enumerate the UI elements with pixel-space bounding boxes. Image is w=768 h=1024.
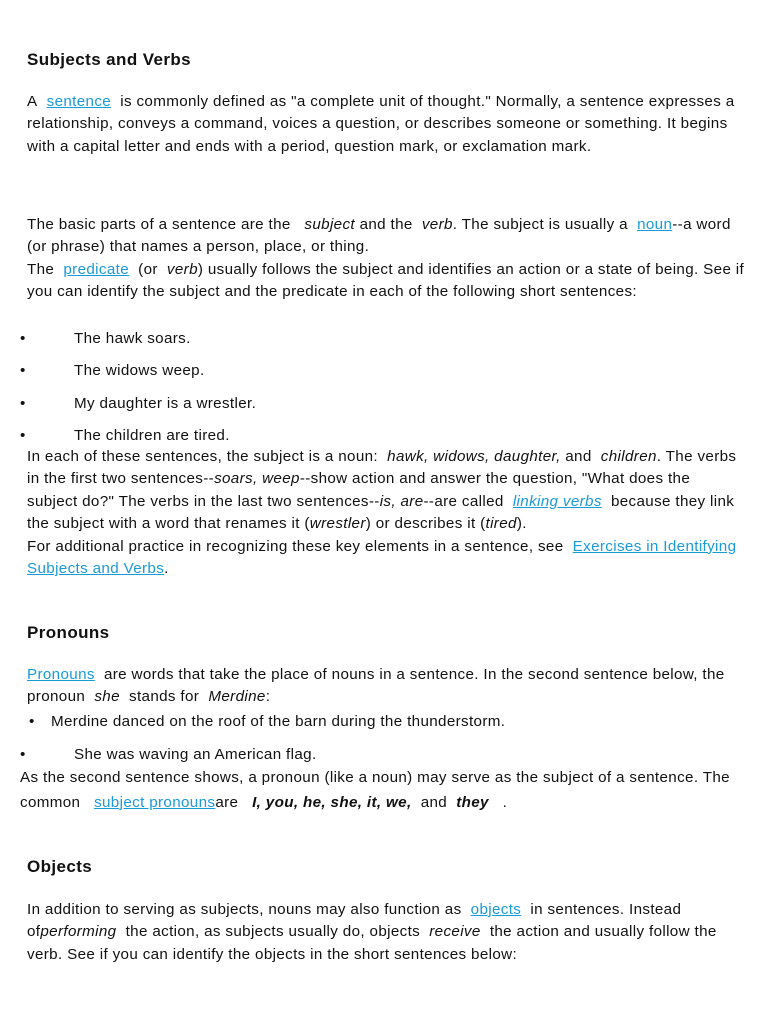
list-item-text: She was waving an American flag. <box>74 746 317 763</box>
text: In addition to serving as subjects, nouns may also function as <box>27 901 462 918</box>
heading-pronouns: Pronouns <box>27 623 110 642</box>
paragraph-subject-pronouns <box>20 766 740 815</box>
link-subject-pronouns[interactable]: subject pronouns <box>94 793 216 811</box>
heading-objects: Objects <box>27 857 93 876</box>
link-predicate[interactable]: predicate <box>63 260 130 278</box>
text: . The verbs in the first two sentences-- <box>27 448 737 488</box>
term-subject: subject <box>304 216 355 233</box>
text: ) usually follows the subject and identifies an action or a state of being. See if you can identify the subject and the predicate in each of the following short sentences: <box>27 260 745 301</box>
term-verbs: soars, weep <box>214 470 300 488</box>
term-receive: receive <box>429 923 481 941</box>
text: . <box>164 560 169 578</box>
text: The <box>27 260 55 278</box>
term-nouns: hawk, widows, daughter, <box>387 448 561 465</box>
text: are words that take the place of nouns in a sentence. In the second sentence below, the pronoun <box>27 666 725 706</box>
text: are <box>215 793 239 811</box>
text: the action and usually follow the verb. See if you can identify the objects in the short sentences below: <box>27 923 717 963</box>
text: (or <box>138 260 158 278</box>
term-merdine: Merdine <box>208 688 266 706</box>
text: As the second sentence shows, a pronoun (like a noun) may serve as the subject of a sentence. The common <box>20 769 730 811</box>
text: is commonly defined as "a complete unit of thought." Normally, a sentence expresses a relationship, conveys a command, voices a question, or describes someone or something. It begins with a capital letter and ends with a period, question mark, or exclamation mark. <box>27 93 735 155</box>
text: and <box>420 793 448 811</box>
text: The basic parts of a sentence are the <box>27 216 291 233</box>
term-verb: verb <box>166 260 198 278</box>
term-linking: is, are <box>379 492 424 510</box>
text: --are called <box>423 492 504 510</box>
text: because they link the subject with a word that renames it ( <box>27 492 735 533</box>
text: A <box>27 93 38 110</box>
text: . <box>502 793 508 811</box>
list-item-text: The hawk soars. <box>74 330 191 347</box>
term-tired: tired <box>485 515 517 533</box>
term-they: they <box>456 793 489 811</box>
term-pronoun-list: I, you, he, she, it, we, <box>252 793 412 811</box>
term-she: she <box>94 688 120 706</box>
text: : <box>265 688 271 706</box>
text: the action, as subjects usually do, objects <box>125 923 421 941</box>
paragraph-objects <box>27 899 739 966</box>
list-item-text: My daughter is a wrestler. <box>74 395 257 412</box>
heading-subjects-and-verbs: Subjects and Verbs <box>27 50 192 69</box>
document-page: Subjects and Verbs A sentence is commonly defined as "a complete unit of thought." Normally, a sentence expresses a relationship, conveys a command, voices a question, or describes someone or something. It begins with a capital letter and ends with a period, question mark, or exclamation mark. The basic parts of a sentence are the subject and the verb. The subject is usually a noun--a word (or phrase) that names a person, place, or thing. The predicate (or verb) usually follows the subject and identifies an action or a state of being. See if you can identify the subject and the predicate in each of the following short sentences: • The hawk soars. • The widows weep. • My daughter is a wrestler. • The children are tired. In each of these sentences, the subject is a noun: hawk, widows, daughter, and children. The verbs in the first two sentences--soars, weep--show action and answer the question, "What does the subject do?" The verbs in the last two sentences--is, are--are called linking verbs because they link the subject with a word that renames it (wrestler) or describes it (tired). For additional practice in recognizing these key elements in a sentence, see Exercises in Identifying Subjects and Verbs. Pronouns Pronouns are words that take the place of nouns in a sentence. In the second sentence below, the pronoun she stands for Merdine: • Merdine danced on the roof of the barn during the thunderstorm. • She was waving an American flag. As the second sentence shows, a pronoun (like a noun) may serve as the subject of a sentence. The common subject pronounsare I, you, he, she, it, we, and they . Objects In addition to serving as subjects, nouns may also function as objects in sentences. Instead ofperforming the action, as subjects usually do, objects receive the action and usually follow the verb. See if you can identify the objects in the short sentences below: <box>0 0 768 1024</box>
link-objects[interactable]: objects <box>470 901 522 918</box>
link-linking-verbs[interactable]: linking verbs <box>512 492 602 510</box>
text: stands for <box>129 688 200 706</box>
text: and <box>565 448 592 465</box>
text: . The subject is usually a <box>452 216 628 233</box>
text: --a word (or phrase) that names a person, place, or thing. <box>27 216 731 256</box>
text: in sentences. Instead of <box>27 901 682 941</box>
text: --show action and answer the question, "What does the subject do?" The verbs in the last two sentences-- <box>27 470 691 510</box>
term-wrestler: wrestler <box>309 515 366 533</box>
text: ). <box>516 515 527 533</box>
list-item-text: The widows weep. <box>74 362 205 379</box>
list-item-text: The children are tired. <box>74 427 230 444</box>
term-performing: performing <box>40 923 117 941</box>
link-pronouns[interactable]: Pronouns <box>27 666 95 683</box>
paragraph-basic-parts <box>27 214 745 304</box>
link-exercises[interactable]: Exercises in Identifying Subjects and Verbs <box>27 537 737 578</box>
term-children: children <box>600 448 657 465</box>
text: For additional practice in recognizing these key elements in a sentence, see <box>27 537 564 555</box>
link-noun[interactable]: noun <box>637 216 673 233</box>
paragraph-subject-noun <box>27 446 745 580</box>
text: In each of these sentences, the subject is a noun: <box>27 448 379 465</box>
list-item-text: Merdine danced on the roof of the barn during the thunderstorm. <box>51 713 506 730</box>
paragraph-pronouns <box>27 664 745 709</box>
term-verb: verb <box>421 216 453 233</box>
text: and the <box>359 216 413 233</box>
link-sentence[interactable]: sentence <box>46 93 112 110</box>
text: ) or describes it ( <box>365 515 486 533</box>
paragraph-sentence-definition <box>27 91 745 158</box>
